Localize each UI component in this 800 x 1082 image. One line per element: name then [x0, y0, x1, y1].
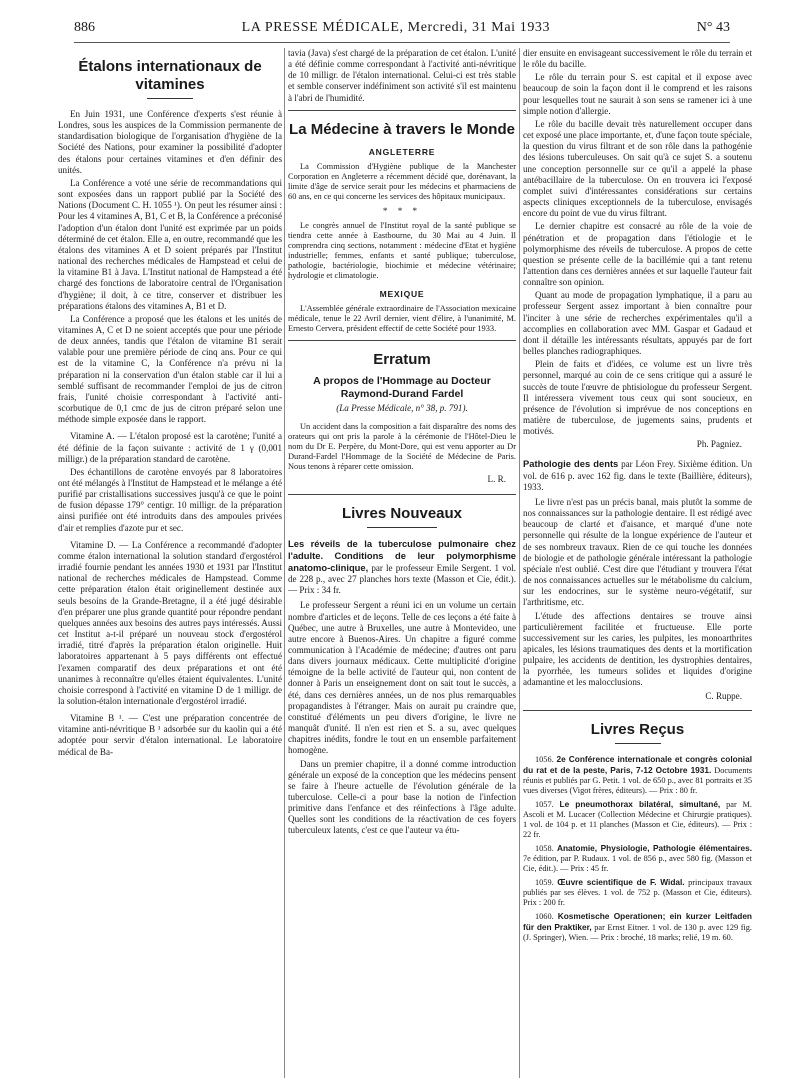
list-item	[523, 877, 752, 908]
column-separator	[519, 48, 520, 1078]
page-number: 886	[74, 20, 95, 35]
column-2	[288, 48, 516, 1078]
entry-number: 1056.	[535, 754, 554, 764]
paragraph: Dans un premier chapitre, il a donné comme introduction générale un exposé de la conception que les médecins pensent se faire à l'heure actuelle de l'évolution générale de la tuberculose. Celle-ci a pour base la notion de l'infection primitive dans l'enfance et des réinfections à l'âge adulte. Quelles sont les conditions de la réactivation de ces foyers tuberculeux latents, c'est ce que l'auteur va étu-	[288, 758, 516, 836]
list-item	[523, 911, 752, 943]
entry-number: 1057.	[535, 799, 554, 809]
issue-number: N° 43	[696, 20, 730, 35]
section-title-erratum: Erratum	[373, 351, 431, 369]
paragraph: tavia (Java) s'est chargé de la préparation de cet étalon. L'unité a été définie comme correspondant à l'activité anti-névritique de 10 milligr. de l'étalon international. Celui-ci est très stable et semble conserver indéfiniment son activité s'il est maintenu à l'abri de l'humidité.	[288, 48, 516, 103]
section-title-livres-recus: Livres Reçus	[590, 720, 685, 738]
book-title: Les réveils de la tuberculose pulmonaire chez l'adulte. Conditions de leur polymorphisme anatomo-clinique,	[288, 537, 516, 573]
paragraph: Le rôle du terrain pour S. est capital et il expose avec beaucoup de soin la façon dont il le comprend et les raisons pour lesquelles tout ne saurait à son sens se ramener ici à une simple notion d'allergie.	[523, 72, 752, 116]
signature: Ph. Pagniez.	[696, 439, 742, 450]
title-rule	[147, 98, 193, 99]
entry-title: 2e Conférence internationale et congrès colonial du rat et de la peste, Paris, 7-12 Octobre 1931.	[523, 753, 752, 775]
divider	[288, 340, 516, 341]
column-1	[58, 48, 282, 1078]
paragraph: Vitamine A. — L'étalon proposé est la carotène; l'unité a été définie de la façon suivante : activité de 1 γ (0,001 milligr.) de la préparation standard de carotène.	[58, 431, 282, 464]
paragraph: Le professeur Sergent a réuni ici en un volume un certain nombre d'articles et de leçons. Telle de ces leçons a été faite à Québec, une autre à Bruxelles, une autre à Montevideo, une autre encore à Buenos-Aires. Un chapitre a figuré comme communication à l'Académie de médecine; d'autres ont paru dans divers journaux médicaux. Cette multiplicité d'origine témoigne de la belle activité de l'auteur qui, non content de donner à Paris un enseignement dont on sait tout le succès, a été, dans ces dernières années, un de nos plus remarquables propagandistes à l'étranger. Mais on aurait pu craindre que, constitué d'éléments un peu divers d'origine, le livre ne manquât d'unité. Il n'en est rien et S. a su, avec quelques chapitres inédits, fondre le tout en un ensemble parfaitement homogène.	[288, 600, 516, 756]
entry-details: par M. Ascoli et M. Lucacer (Collection Médecine et Chirurgie pratiques). 1 vol. de 104 p. et 11 planches (Masson et Cie, éditeurs). — Prix : 22 fr.	[523, 799, 752, 839]
book-meta: par Léon Frey. Sixième édition. Un vol. de 616 p. avec 162 fig. dans le texte (Baillière, éditeurs), 1933.	[523, 459, 752, 492]
erratum-reference: (La Presse Médicale, n° 38, p. 791).	[336, 403, 468, 414]
entry-title: Le pneumothorax bilatéral, simultané,	[559, 798, 721, 809]
entry-number: 1059.	[535, 877, 554, 887]
paragraph: Vitamine B ¹. — C'est une préparation concentrée de vitamine anti-névritique B ¹ adsorbée sur du kaolin qui a été adoptée pour servir d'étalon international. Le laboratoire médical de Ba-	[58, 713, 282, 757]
paragraph: L'Assemblée générale extraordinaire de l'Association mexicaine médicale, tenue le 22 Avril dernier, vient d'élire, à l'unanimité, M. Ernesto Cervera, président effectif de cette Société pour 1933.	[288, 304, 516, 334]
erratum-subtitle: A propos de l'Hommage au Docteur Raymond-Durand Fardel	[313, 375, 491, 401]
separator-stars: * * *	[382, 205, 422, 216]
paragraph: Plein de faits et d'idées, ce volume est un livre très personnel, marqué au coin de ce sens critique qui a assuré le succès de toute l'œuvre de phtisiologue du professeur Sergent. Il intéressera vivement tous ceux qui sont soucieux, en présence de l'évolution si imprévue de nos conceptions en matière de tuberculose, de jugements sains, prudents et motivés.	[523, 359, 752, 437]
journal-title: LA PRESSE MÉDICALE, Mercredi, 31 Mai 1933	[241, 20, 551, 35]
article-title-vitamines: Étalons internationaux de vitamines	[78, 58, 262, 93]
divider	[288, 494, 516, 495]
title-rule	[367, 527, 437, 528]
entry-details: par Ernst Eitner. 1 vol. de 130 p. avec 129 fig. (J. Springer), Wien. — Prix : broché, 18 marks; relié, 19 m. 60.	[523, 922, 752, 942]
entry-number: 1058.	[535, 843, 554, 853]
paragraph: Quant au mode de propagation lymphatique, il a paru au professeur Sergent assez important à bien connaître pour l'inciter à une série de recherches expérimentales qu'il a accomplies en collaboration avec MM. Gaspar et Gadaud et dont il détaille les intéressants résultats, appuyés par de fort belles planches radiographiques.	[523, 290, 752, 357]
page-header	[74, 20, 730, 43]
title-rule	[615, 743, 661, 744]
entry-title: Œuvre scientifique de F. Widal.	[557, 876, 685, 887]
entry-number: 1060.	[535, 911, 554, 921]
paragraph: La Commission d'Hygiène publique de la Manchester Corporation en Angleterre a récemment décidé que, dorénavant, la limite d'âge de service serait pour les médecins et pharmaciens de 60 ans, en ce qui concerne les services des hôpitaux municipaux.	[288, 161, 516, 201]
paragraph: Le livre n'est pas un précis banal, mais plutôt la somme de nos connaissances sur la pathologie dentaire. Il est rédigé avec beaucoup de clarté et d'aisance, et marqué d'une note personnelle qui résulte de la longue expérience de l'auteur et de ses nombreux travaux. Rien de ce qui touche les données de biologie et de pathologie générale intéressant la pathologie spéciale n'est oublié. C'est dire que l'étudiant y trouvera l'état de nos connaissances actuelles sur le métabolisme du calcium, sur les endocrines, sur le système neuro-végétatif, sur l'arthritisme, etc.	[523, 496, 752, 608]
column-3	[523, 48, 752, 1078]
paragraph: Le dernier chapitre est consacré au rôle de la voie de pénétration et de propagation dans l'étiologie et le polymorphisme des réveils de tuberculose. A propos de cette question se présente celle de la bacillémie qui a tant retenu l'attention dans ces dernières années et sur laquelle l'auteur fait connaître son opinion.	[523, 221, 752, 288]
entry-details: principaux travaux publiés par ses élèves. 1 vol. de 752 p. (Masson et Cie, éditeurs). Prix : 200 fr.	[523, 877, 752, 907]
section-title-livres-nouveaux: Livres Nouveaux	[341, 504, 463, 522]
paragraph: La Conférence a proposé que les étalons et les unités de vitamines A, C et D ne soient acceptés que pour une période de deux années, tandis que l'étalon de vitamine B1 serait valable pour une première période de cinq ans. Pour ce qui est de la vitamine C, la Conférence n'a prévu ni la préparation ni la conservation d'un étalon stable car il lui a semblé suffisant de recommander l'emploi de jus de citron frais, l'unité choisie correspondant à l'activité anti-scorbutique de 0,1 cmc de jus de citron préparé selon une méthode simple exposée dans le rapport.	[58, 313, 282, 425]
paragraph: Vitamine D. — La Conférence a recommandé d'adopter comme étalon international la solution standard d'ergostérol irradié fournie pendant les années 1930 et 1931 par l'Institut national de recherches médicales de Hampstead. Comme cette préparation étalon était originellement destinée aux seuls besoins de la Grande-Bretagne, il a été jugé désirable d'en préparer une plus grande quantité pour répondre pendant quelques années aux besoins des autres pays intéressés. Aussi cet Institut a-t-il préparé un nouveau stock d'ergostérol irradié, titré d'après la préparation étalon originelle. Huit laboratoires appartenant à 5 pays différents ont effectué l'examen comparatif des deux préparations et ont été unanimes à reconnaître qu'elles étaient équivalentes. L'unité choisie correspond à l'activité en vitamine D de 1 milligr. de la solution-étalon internationale d'ergostérol irradié.	[58, 539, 282, 706]
paragraph: Des échantillons de carotène envoyés par 8 laboratoires ont été mélangés à l'Institut de Hampstead et le mélange a été purifié par cristallisations successives jusqu'à ce que le point de fusion dépasse 179° centigr. 10 milligr. de la préparation ainsi purifiée ont été introduits dans des ampoules privées d'air et remplies d'azote pur et sec.	[58, 466, 282, 533]
entry-details: Documents réunis et publiés par G. Petit. 1 vol. de 650 p., avec 81 portraits et 35 vues diverses (Vigot frères, éditeurs). — Prix : 80 fr.	[523, 765, 752, 795]
list-item	[523, 799, 752, 840]
list-item	[523, 843, 752, 874]
entry-title: Kosmetische Operationen; ein kurzer Leitfaden für den Praktiker,	[523, 910, 752, 932]
entry-title: Anatomie, Physiologie, Pathologie élémentaires.	[556, 842, 752, 853]
paragraph: Le rôle du bacille devait très naturellement occuper dans cet exposé une place importante, et, d'une façon toute spéciale, la question du virus filtrant et de son rôle dans la pathogénie des lésions tuberculeuses. On sait qu'à ce sujet S. a soutenu une conception personnelle sur ce qu'il a appelé la phase antébacillaire de la tuberculose. On en trouvera ici l'exposé complet suivi d'intéressantes considérations sur certains aspects cliniques exceptionnels de la tuberculose, envisagés encore du point de vue du virus filtrant.	[523, 118, 752, 219]
paragraph: L'étude des affections dentaires se trouve ainsi particulièrement facilitée et fructueuse. Elle porte successivement sur les caries, les pulpites, les monoarthrites apicales, les lésions traumatiques des dents et la mortification pulpaire, les accidents de dentition, les dystrophies dentaires, la pyorrhée, les tumeurs solides et liquides d'origine adamantine et les malocclusions.	[523, 610, 752, 688]
column-separator	[284, 48, 285, 1078]
paragraph: La Conférence a voté une série de recommandations qui sont exposées dans un rapport publié par la Société des Nations (Document C. H. 1055 ¹). On peut les résumer ainsi : Pour les 4 vitamines A, B1, C et B, la Conférence a préconisé l'adoption d'un étalon dont l'unité est exprimée par un poids déterminé de cet étalon. Elle a, en outre, recommandé que les étalons des vitamines A et D soient préparés par l'Institut national des recherches médicales de Hampstead et celui de la vitamine B1 à Java. L'Institut national de Hampstead a été chargé des fonctions de laboratoire central de l'Organisation d'hygiène; il doit, à ce titre, conserver et distribuer les préparations étalons des vitamines A, B1 et D.	[58, 177, 282, 311]
list-item	[523, 754, 752, 796]
divider	[523, 710, 752, 711]
signature: C. Ruppe.	[705, 690, 742, 701]
paragraph: dier ensuite en envisageant successivement le rôle du terrain et le rôle du bacille.	[523, 48, 752, 70]
signature: L. R.	[487, 474, 506, 485]
subsection-mexique: MEXIQUE	[379, 289, 425, 300]
paragraph: En Juin 1931, une Conférence d'experts s'est réunie à Londres, sous les auspices de la Commission permanente de standardisation biologique de l'organisation d'hygiène de la Société des Nations, pour examiner la possibilité d'adopter des étalons pour certaines vitamines et d'en définir des unités.	[58, 109, 282, 175]
section-title-medecine: La Médecine à travers le Monde	[289, 120, 515, 138]
divider	[288, 110, 516, 111]
book-title: Pathologie des dents	[523, 458, 619, 470]
paragraph: Un accident dans la composition a fait disparaître des noms des orateurs qui ont pris la parole à la cérémonie de l'Hôtel-Dieu le nom du Dr E. Perpère, du Mont-Dore, qui est venu apporter au Dr Durand-Fardel l'Hommage de la Société de Médecine de Paris. Nous tenons à réparer cette omission.	[288, 422, 516, 472]
entry-details: 7e édition, par P. Rudaux. 1 vol. de 856 p., avec 580 fig. (Masson et Cie, édit.). — Prix : 45 fr.	[523, 853, 752, 873]
paragraph: Le congrès annuel de l'Institut royal de la santé publique se tiendra cette année à Eastbourne, du 30 Mai au 4 Juin. Il comprendra cinq sections, notamment : médecine d'Etat et hygiène industrielle; femmes, enfants et santé publique; tuberculose, pathologie, bactériologie, biochimie et médecine vétérinaire; hydrologie et climatologie.	[288, 221, 516, 281]
subsection-angleterre: ANGLETERRE	[368, 146, 436, 157]
book-meta: par le professeur Emile Sergent. 1 vol. de 228 p., avec 27 planches hors texte (Masson et Cie, édit.). — Prix : 34 fr.	[288, 562, 516, 596]
